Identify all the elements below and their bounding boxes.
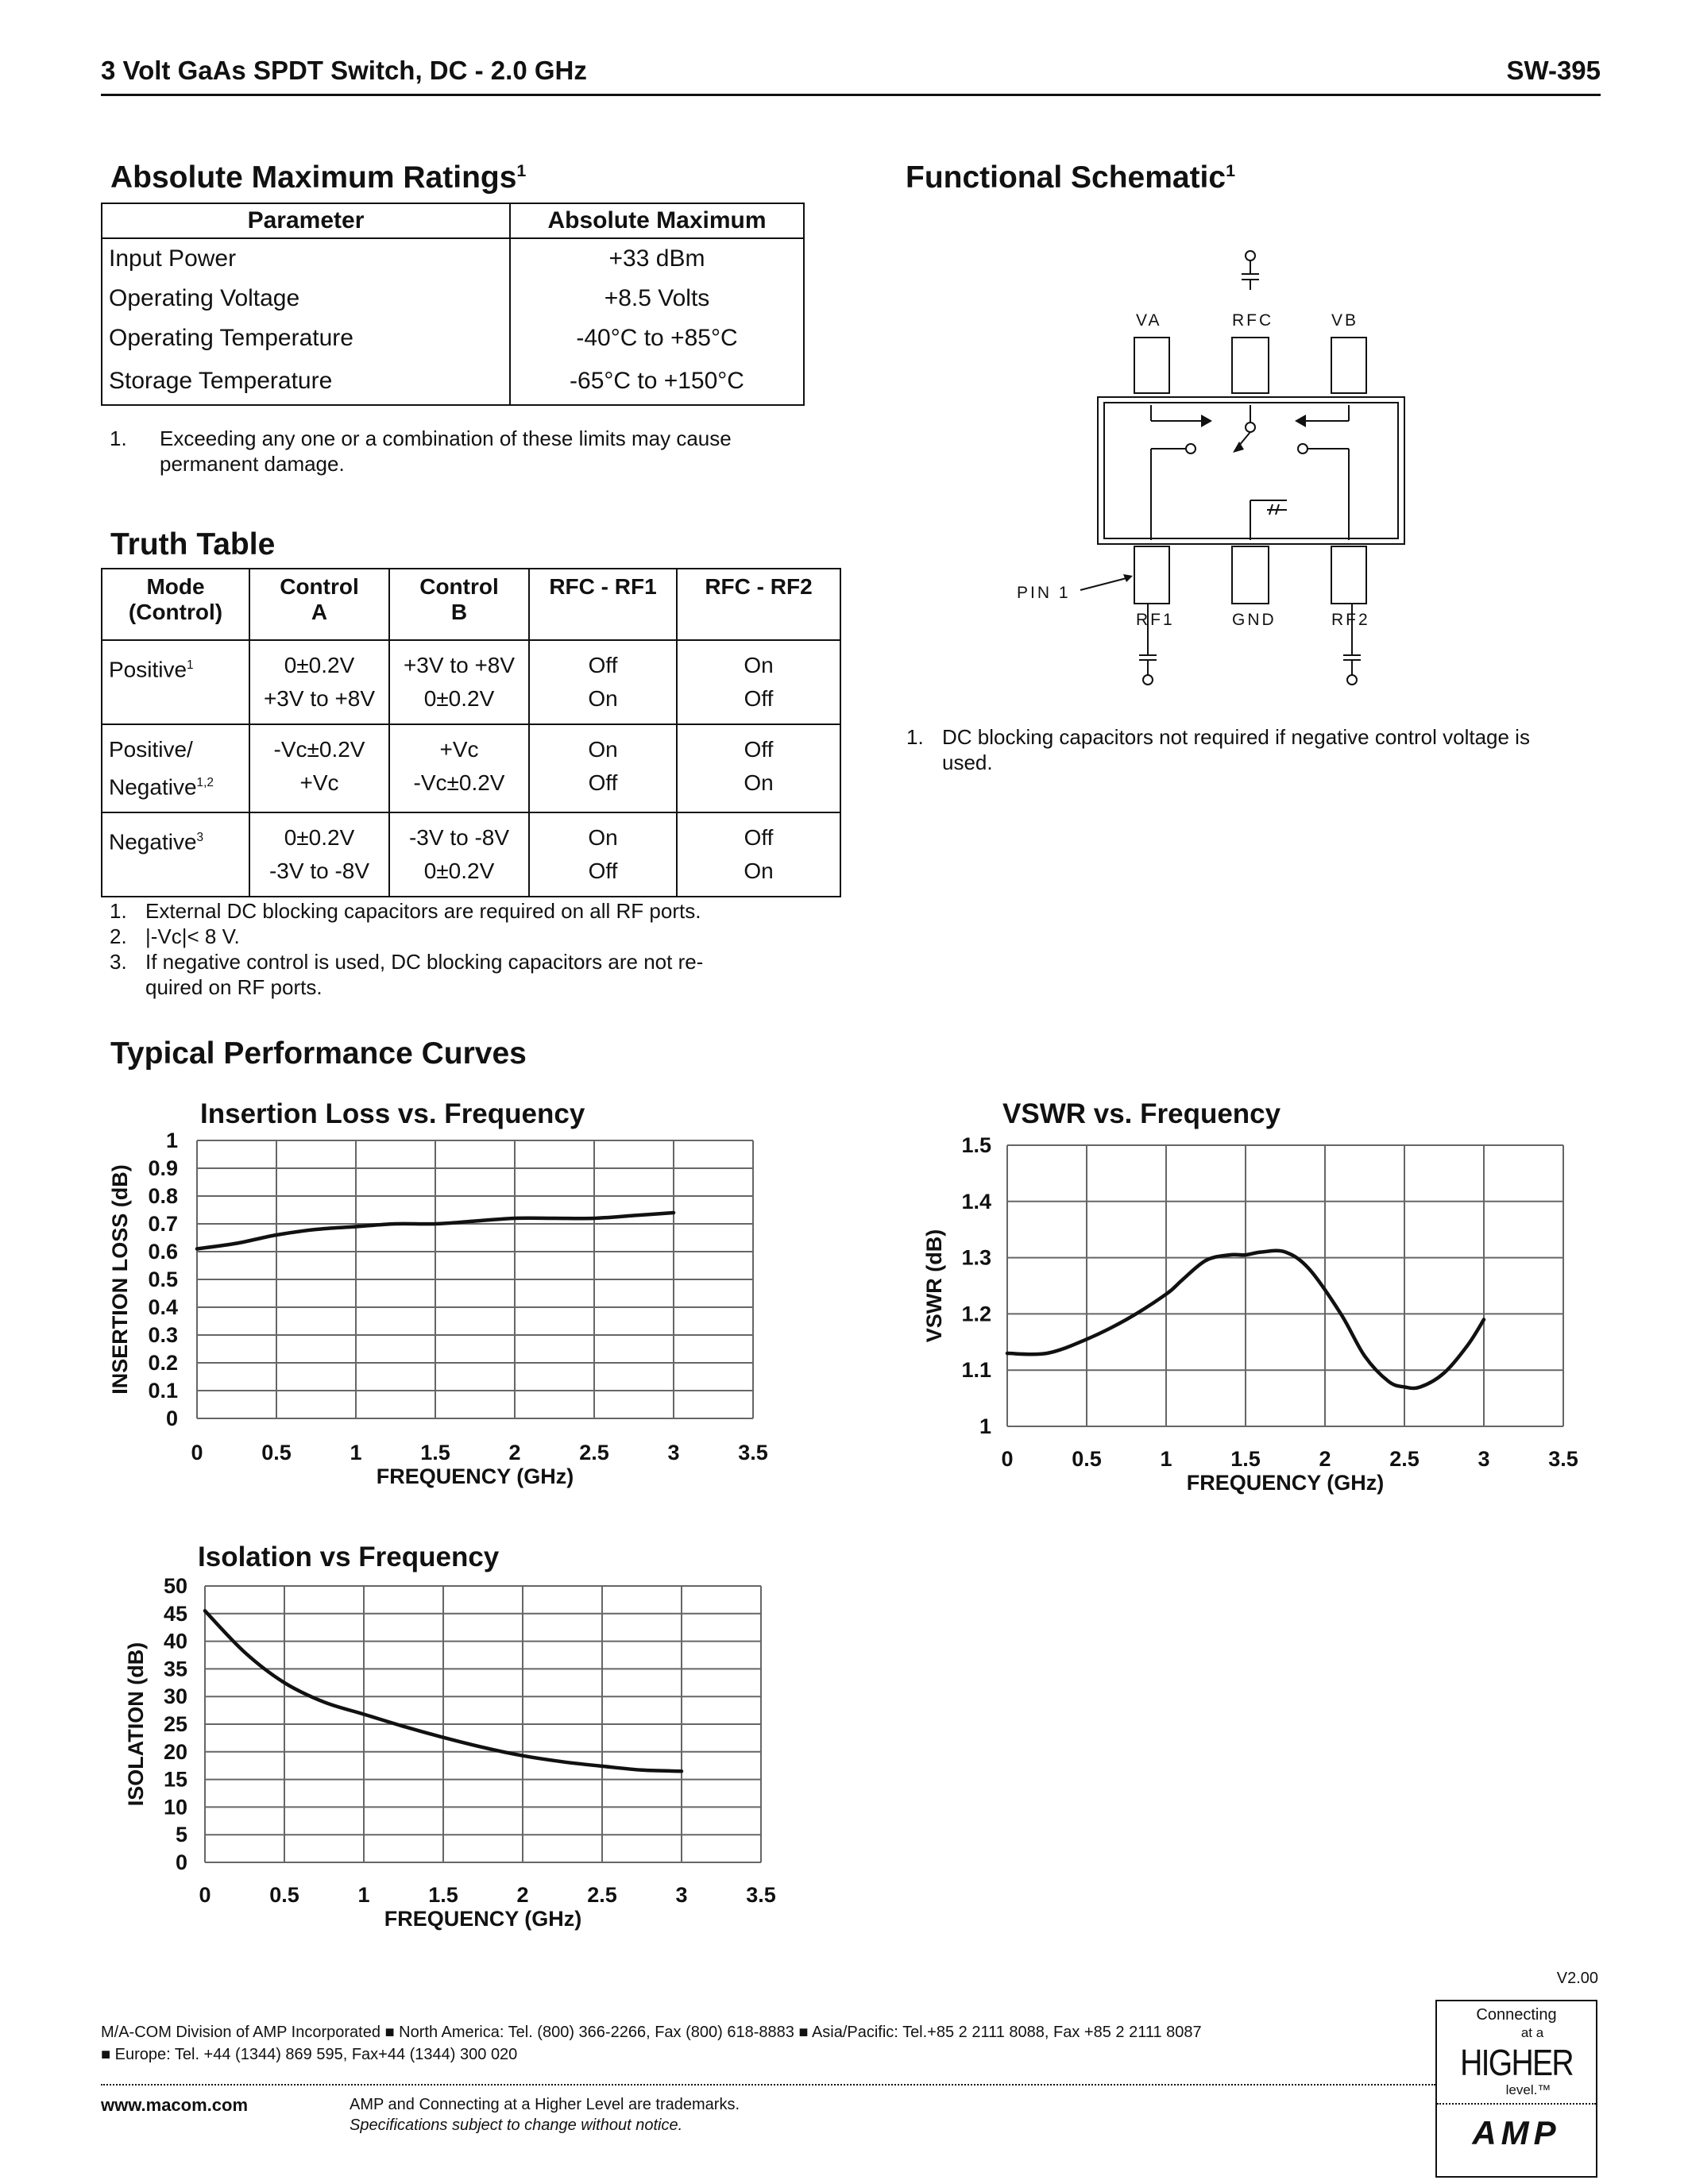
- y-tick-label: 0: [175, 1850, 187, 1874]
- table-row: [102, 640, 840, 724]
- x-tick-label: 0: [191, 1441, 203, 1464]
- abs-max-param: Input Power: [102, 238, 510, 279]
- y-tick-label: 5: [175, 1823, 187, 1847]
- abs-max-value: -65°C to +150°C: [510, 358, 804, 405]
- y-tick-label: 1: [165, 1129, 178, 1152]
- label-rf2: RF2: [1331, 611, 1370, 629]
- document-title: 3 Volt GaAs SPDT Switch, DC - 2.0 GHz: [101, 56, 587, 85]
- y-tick-label: 1.4: [961, 1189, 991, 1214]
- logo-connecting: Connecting: [1476, 2006, 1557, 2024]
- label-rf1: RF1: [1136, 611, 1175, 629]
- truth-col-mode: Mode (Control): [102, 569, 249, 640]
- logo-level: level.™: [1505, 2082, 1551, 2097]
- x-tick-label: 0: [1001, 1447, 1014, 1471]
- part-number: SW-395: [1506, 56, 1601, 85]
- y-tick-label: 20: [163, 1739, 187, 1764]
- header-rule: [101, 94, 1601, 96]
- insertion-loss-chart: [103, 1118, 771, 1491]
- y-tick-label: 0.1: [148, 1379, 178, 1403]
- truth-control-a: 0±0.2V +3V to +8V: [249, 640, 389, 724]
- x-tick-label: 1: [350, 1441, 362, 1464]
- y-axis-label: VSWR (dB): [922, 1229, 946, 1343]
- insertion-loss-title: Insertion Loss vs. Frequency: [200, 1098, 585, 1129]
- x-tick-label: 1.5: [420, 1441, 450, 1464]
- y-tick-label: 0: [165, 1406, 178, 1430]
- website-link[interactable]: www.macom.com: [101, 2095, 249, 2115]
- y-tick-label: 0.2: [148, 1351, 178, 1375]
- trademark-notice: AMP and Connecting at a Higher Level are trademarks. Specifications subject to change without notice.: [350, 2096, 740, 2134]
- truth-mode: Negative$^3$: [102, 812, 249, 897]
- abs-max-param: Storage Temperature: [102, 358, 510, 405]
- truth-mode: Positive$^1$: [102, 640, 249, 724]
- x-tick-label: 3: [667, 1441, 680, 1464]
- x-tick-label: 2: [1319, 1447, 1331, 1471]
- y-tick-label: 15: [163, 1767, 187, 1792]
- y-tick-label: 0.5: [148, 1268, 178, 1291]
- logo-higher: HIGHER: [1460, 2042, 1573, 2083]
- truth-control-b: +3V to +8V 0±0.2V: [389, 640, 529, 724]
- truth-col-rfc-rf2: RFC - RF2: [677, 569, 840, 640]
- table-row: [102, 358, 804, 405]
- x-tick-label: 1.5: [1230, 1447, 1261, 1471]
- truth-control-b: +Vc -Vc±0.2V: [389, 724, 529, 812]
- logo-amp: AMP: [1472, 2114, 1561, 2151]
- abs-max-value: -40°C to +85°C: [510, 318, 804, 358]
- abs-max-col-parameter: Parameter: [102, 203, 510, 238]
- x-tick-label: 1: [1160, 1447, 1172, 1471]
- truth-col-control-a: Control A: [249, 569, 389, 640]
- x-tick-label: 2.5: [579, 1441, 609, 1464]
- abs-max-table: [101, 203, 805, 406]
- y-tick-label: 1.5: [961, 1133, 991, 1157]
- abs-max-heading: Absolute Maximum Ratings$^1$: [110, 160, 527, 195]
- truth-rfc-rf2: Off On: [677, 724, 840, 812]
- y-tick-label: 1: [979, 1414, 991, 1438]
- y-axis-label: INSERTION LOSS (dB): [108, 1164, 132, 1395]
- truth-table-notes: 1. External DC blocking capacitors are required on all RF ports. 2. |-Vc|< 8 V. 3. If negative control is used, DC blocking capacitors are not re- quired on RF ports.: [110, 899, 704, 999]
- version: V2.00: [1556, 1970, 1598, 1987]
- x-tick-label: 3.5: [746, 1883, 776, 1907]
- y-tick-label: 35: [163, 1657, 187, 1681]
- x-tick-label: 3.5: [1548, 1447, 1578, 1471]
- x-tick-label: 0: [199, 1883, 211, 1907]
- x-tick-label: 0.5: [1072, 1447, 1102, 1471]
- x-tick-label: 3.5: [738, 1441, 768, 1464]
- functional-schematic: [1017, 238, 1414, 699]
- abs-max-note: 1. Exceeding any one or a combination of these limits may cause permanent damage.: [110, 426, 732, 476]
- x-tick-label: 1: [357, 1883, 370, 1907]
- x-tick-label: 2: [508, 1441, 521, 1464]
- truth-table-heading: Truth Table: [110, 527, 276, 561]
- table-row: [102, 812, 840, 897]
- table-row: [102, 238, 804, 279]
- y-tick-label: 30: [163, 1684, 187, 1709]
- x-tick-label: 2: [516, 1883, 529, 1907]
- schematic-heading: Functional Schematic$^1$: [906, 160, 1236, 195]
- label-pin1: PIN 1: [1017, 584, 1071, 602]
- truth-table: [101, 568, 841, 897]
- x-axis-label: FREQUENCY (GHz): [384, 1907, 582, 1931]
- y-tick-label: 0.9: [148, 1156, 178, 1180]
- amp-logo: [1435, 2000, 1597, 2178]
- abs-max-col-value: Absolute Maximum: [510, 203, 804, 238]
- truth-control-a: -Vc±0.2V +Vc: [249, 724, 389, 812]
- x-tick-label: 3: [1477, 1447, 1490, 1471]
- y-tick-label: 0.7: [148, 1212, 178, 1236]
- truth-rfc-rf2: Off On: [677, 812, 840, 897]
- logo-at-a: at a: [1520, 2025, 1544, 2040]
- y-tick-label: 50: [163, 1574, 187, 1598]
- y-tick-label: 0.6: [148, 1240, 178, 1264]
- label-gnd: GND: [1232, 611, 1277, 629]
- truth-rfc-rf2: On Off: [677, 640, 840, 724]
- y-axis-label: ISOLATION (dB): [124, 1642, 148, 1807]
- table-row: [102, 724, 840, 812]
- schematic-note: 1. DC blocking capacitors not required if negative control voltage is used.: [906, 725, 1530, 774]
- abs-max-value: +8.5 Volts: [510, 279, 804, 318]
- abs-max-param: Operating Voltage: [102, 279, 510, 318]
- truth-control-b: -3V to -8V 0±0.2V: [389, 812, 529, 897]
- x-tick-label: 0.5: [261, 1441, 292, 1464]
- x-tick-label: 2.5: [1389, 1447, 1420, 1471]
- x-tick-label: 1.5: [428, 1883, 458, 1907]
- abs-max-value: +33 dBm: [510, 238, 804, 279]
- y-tick-label: 1.3: [961, 1245, 991, 1270]
- x-tick-label: 0.5: [269, 1883, 299, 1907]
- y-tick-label: 0.8: [148, 1184, 178, 1208]
- x-tick-label: 2.5: [587, 1883, 617, 1907]
- vswr-title: VSWR vs. Frequency: [1002, 1098, 1281, 1129]
- curves-heading: Typical Performance Curves: [110, 1036, 527, 1071]
- isolation-chart: [111, 1569, 786, 1938]
- y-tick-label: 0.4: [148, 1295, 178, 1319]
- contact-info: M/A-COM Division of AMP Incorporated ■ North America: Tel. (800) 366-2266, Fax (800) 618-8883 ■ Asia/Pacific: Tel.+85 2 2111 8088, Fax +85 2 2111 8087 ■ Europe: Tel. +44 (1344) 869 595, Fax+44 (1344) 300 020: [101, 2024, 1202, 2063]
- truth-rfc-rf1: On Off: [529, 812, 677, 897]
- table-row: [102, 318, 804, 358]
- abs-max-param: Operating Temperature: [102, 318, 510, 358]
- truth-col-rfc-rf1: RFC - RF1: [529, 569, 677, 640]
- y-tick-label: 1.2: [961, 1302, 991, 1326]
- y-tick-label: 10: [163, 1795, 187, 1819]
- y-tick-label: 1.1: [961, 1358, 991, 1383]
- x-tick-label: 3: [675, 1883, 688, 1907]
- x-axis-label: FREQUENCY (GHz): [1186, 1471, 1385, 1495]
- label-vb: VB: [1331, 311, 1359, 330]
- label-va: VA: [1136, 311, 1162, 330]
- truth-control-a: 0±0.2V -3V to -8V: [249, 812, 389, 897]
- logo-divider: [1437, 2103, 1596, 2105]
- footer-rule: [101, 2084, 1435, 2086]
- y-tick-label: 45: [163, 1601, 187, 1626]
- truth-mode: Positive/ Negative$^{1,2}$: [102, 724, 249, 812]
- y-tick-label: 40: [163, 1629, 187, 1653]
- y-tick-label: 0.3: [148, 1323, 178, 1347]
- isolation-title: Isolation vs Frequency: [198, 1542, 500, 1572]
- truth-col-control-b: Control B: [389, 569, 529, 640]
- vswr-chart: [906, 1118, 1578, 1499]
- x-axis-label: FREQUENCY (GHz): [376, 1464, 574, 1488]
- label-rfc: RFC: [1232, 311, 1274, 330]
- table-row: [102, 279, 804, 318]
- y-tick-label: 25: [163, 1712, 187, 1736]
- truth-rfc-rf1: Off On: [529, 640, 677, 724]
- truth-rfc-rf1: On Off: [529, 724, 677, 812]
